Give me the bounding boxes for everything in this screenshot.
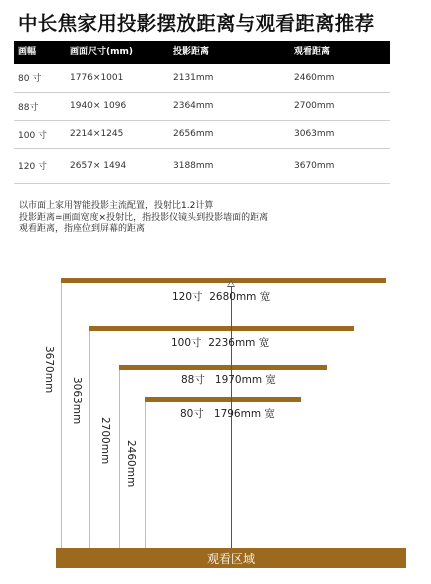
table-cell: 100 寸 bbox=[14, 120, 66, 148]
note-line: 观看距离，指座位到屏幕的距离 bbox=[19, 224, 146, 234]
screen-size: 120寸 bbox=[172, 291, 203, 303]
note-line: 以市面上家用智能投影主流配置，投射比1.2计算 bbox=[19, 201, 214, 211]
table-cell: 1940× 1096 bbox=[66, 92, 169, 120]
viewing-area-floor bbox=[56, 548, 406, 568]
notes bbox=[19, 201, 268, 236]
distance-line-80 bbox=[145, 402, 146, 548]
column-header: 投影距离 bbox=[169, 41, 290, 64]
screen-bar-120 bbox=[61, 278, 386, 283]
table-row bbox=[14, 92, 390, 120]
viewing-distance-120: 3670mm bbox=[43, 346, 55, 394]
arrow-up-icon bbox=[227, 280, 235, 287]
table-cell: 2657× 1494 bbox=[66, 148, 169, 183]
screen-width: 1796mm 宽 bbox=[213, 408, 275, 420]
screen-size: 100寸 bbox=[171, 337, 202, 349]
table-cell: 2460mm bbox=[290, 64, 390, 92]
screen-bar-88 bbox=[119, 365, 327, 370]
distance-line-88 bbox=[119, 370, 120, 548]
screen-bar-100 bbox=[89, 326, 354, 331]
table-header-row bbox=[14, 41, 390, 64]
screen-label-100 bbox=[171, 335, 269, 350]
page-title: 中长焦家用投影摆放距离与观看距离推荐 bbox=[18, 12, 375, 35]
screen-width: 2680mm 宽 bbox=[209, 291, 271, 303]
screen-label-120 bbox=[172, 289, 270, 304]
table-cell: 2131mm bbox=[169, 64, 290, 92]
table-row bbox=[14, 64, 390, 92]
column-header: 画幅 bbox=[14, 41, 66, 64]
screen-label-80 bbox=[180, 406, 275, 421]
table-cell: 2364mm bbox=[169, 92, 290, 120]
table-cell: 3188mm bbox=[169, 148, 290, 183]
table-cell: 80 寸 bbox=[14, 64, 66, 92]
screen-width: 1970mm 宽 bbox=[214, 374, 276, 386]
screen-size: 88寸 bbox=[181, 374, 205, 386]
screen-label-88 bbox=[181, 372, 276, 387]
distance-line-120 bbox=[61, 283, 62, 548]
table-cell: 2700mm bbox=[290, 92, 390, 120]
screen-width: 2236mm 宽 bbox=[208, 337, 270, 349]
screen-size: 80寸 bbox=[180, 408, 204, 420]
table-cell: 3063mm bbox=[290, 120, 390, 148]
column-header: 画面尺寸(mm) bbox=[66, 41, 169, 64]
table-row bbox=[14, 120, 390, 148]
table-cell: 120 寸 bbox=[14, 148, 66, 183]
note-line: 投影距离=画面宽度×投射比，指投影仪镜头到投影墙面的距离 bbox=[19, 212, 269, 223]
viewing-distance-diagram bbox=[0, 270, 431, 584]
table-row bbox=[14, 148, 390, 183]
distance-line-100 bbox=[89, 331, 90, 548]
column-header: 观看距离 bbox=[290, 41, 390, 64]
screen-bar-80 bbox=[145, 397, 301, 402]
table-cell: 2214×1245 bbox=[66, 120, 169, 148]
viewing-distance-80: 2460mm bbox=[125, 440, 137, 488]
table-cell: 3670mm bbox=[290, 148, 390, 183]
table-cell: 2656mm bbox=[169, 120, 290, 148]
spec-table bbox=[14, 41, 390, 184]
viewing-distance-100: 3063mm bbox=[71, 377, 83, 425]
viewing-distance-88: 2700mm bbox=[99, 417, 111, 465]
table-cell: 1776×1001 bbox=[66, 64, 169, 92]
viewing-area-label: 观看区域 bbox=[206, 552, 255, 566]
table-cell: 88寸 bbox=[14, 92, 66, 120]
